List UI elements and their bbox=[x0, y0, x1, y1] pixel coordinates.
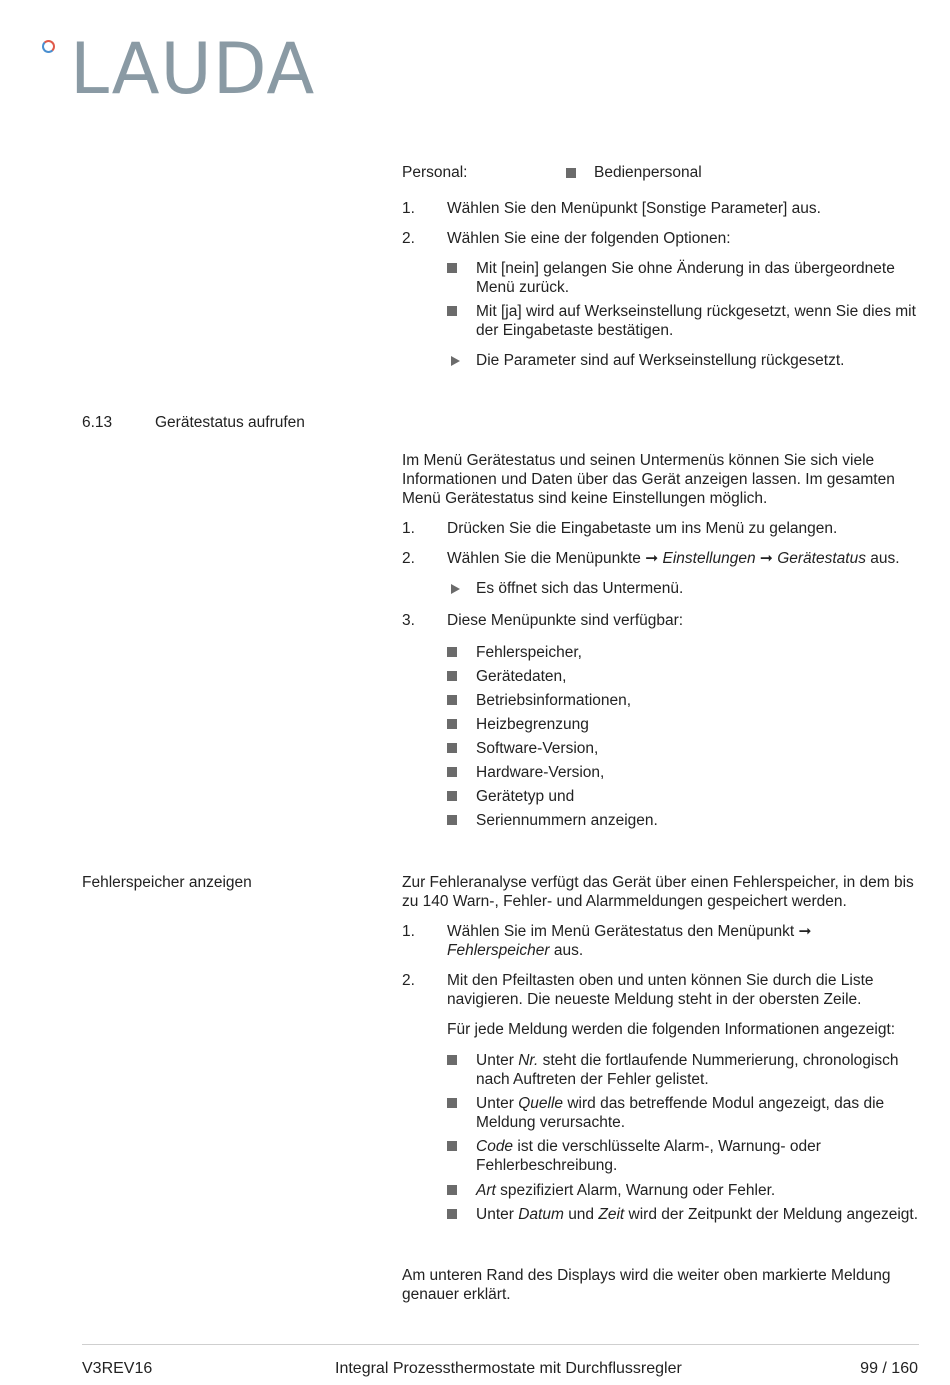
bullet-square-icon bbox=[566, 168, 576, 178]
info-pre: Unter bbox=[476, 1206, 514, 1223]
list-item: Heizbegrenzung bbox=[476, 716, 589, 733]
info-post: spezifiziert Alarm, Warnung oder Fehler. bbox=[500, 1182, 776, 1199]
footer-divider bbox=[82, 1344, 919, 1345]
info-item-code bbox=[476, 1137, 906, 1175]
bullet-square-icon bbox=[447, 1209, 457, 1219]
info-post: wird das betreffende Modul angezeigt, das die Meldung verursachte. bbox=[476, 1095, 885, 1131]
result-triangle-icon bbox=[451, 584, 460, 594]
step-number: 1. bbox=[402, 520, 415, 537]
step-text: Mit den Pfeiltasten oben und unten können Sie durch die Liste navigieren. Die neueste Meldung steht in der obersten Zeile. bbox=[447, 972, 874, 1008]
info-post: ist die verschlüsselte Alarm-, Warnung- oder Fehlerbeschreibung. bbox=[476, 1138, 821, 1174]
info-mid: und bbox=[568, 1206, 595, 1223]
bullet-square-icon bbox=[447, 1185, 457, 1195]
step-text: Wählen Sie eine der folgenden Optionen: bbox=[447, 230, 731, 247]
info-post: steht die fortlaufende Nummerierung, chronologisch nach Auftreten der Fehler gelistet. bbox=[476, 1052, 899, 1088]
step-post: aus. bbox=[870, 550, 900, 567]
step-text: Diese Menüpunkte sind verfügbar: bbox=[447, 612, 684, 629]
bullet-square-icon bbox=[447, 743, 457, 753]
fehler-intro: Zur Fehleranalyse verfügt das Gerät über einen Fehlerspeicher, in dem bis zu 140 Warn-, Fehler- und Alarmmeldungen gespeichert werden. bbox=[402, 874, 914, 910]
result-text: Die Parameter sind auf Werkseinstellung rückgesetzt. bbox=[476, 352, 845, 369]
info-item-datum bbox=[476, 1205, 920, 1224]
bullet-square-icon bbox=[447, 695, 457, 705]
info-item-quelle bbox=[476, 1094, 916, 1132]
bullet-square-icon bbox=[447, 815, 457, 825]
info-pre: Unter bbox=[476, 1095, 514, 1112]
step-pre: Wählen Sie im Menü Gerätestatus den Menüpunkt bbox=[447, 923, 795, 940]
step-number: 1. bbox=[402, 200, 415, 217]
info-term: Art bbox=[476, 1182, 496, 1199]
bullet-square-icon bbox=[447, 1098, 457, 1108]
step-post: aus. bbox=[553, 942, 584, 959]
personal-label: Personal: bbox=[402, 164, 468, 181]
info-intro: Für jede Meldung werden die folgenden Informationen angezeigt: bbox=[447, 1021, 896, 1038]
bullet-square-icon bbox=[447, 1055, 457, 1065]
menu-item-einstellungen: Einstellungen bbox=[662, 550, 756, 567]
bullet-square-icon bbox=[447, 647, 457, 657]
step-pre: Wählen Sie die Menüpunkte bbox=[447, 550, 641, 567]
step-number: 2. bbox=[402, 972, 415, 989]
footer-page-number: 99 / 160 bbox=[860, 1360, 918, 1377]
step-number: 2. bbox=[402, 230, 415, 247]
arrow-right-icon: ➞ bbox=[759, 550, 773, 567]
footer-title: Integral Prozessthermostate mit Durchflussregler bbox=[335, 1360, 682, 1377]
info-pre: Unter bbox=[476, 1052, 514, 1069]
step-text bbox=[447, 922, 909, 960]
lauda-logo bbox=[40, 28, 340, 110]
info-item-nr bbox=[476, 1051, 916, 1089]
section-number: 6.13 bbox=[82, 414, 113, 431]
info-post: wird der Zeitpunkt der Meldung angezeigt. bbox=[628, 1206, 919, 1223]
info-term: Zeit bbox=[598, 1206, 625, 1223]
bullet-square-icon bbox=[447, 791, 457, 801]
bullet-square-icon bbox=[447, 1141, 457, 1151]
section-title: Gerätestatus aufrufen bbox=[155, 414, 305, 431]
logo-text: LAUDA bbox=[70, 28, 316, 110]
step-text: Wählen Sie den Menüpunkt [Sonstige Parameter] aus. bbox=[447, 200, 821, 217]
step-text bbox=[447, 549, 917, 568]
info-term: Code bbox=[476, 1138, 514, 1155]
info-item-art bbox=[476, 1181, 920, 1200]
list-item: Gerätedaten, bbox=[476, 668, 567, 685]
bullet-square-icon bbox=[447, 767, 457, 777]
menu-item-geraetestatus: Gerätestatus bbox=[777, 550, 866, 567]
result-triangle-icon bbox=[451, 356, 460, 366]
bullet-square-icon bbox=[447, 671, 457, 681]
info-term: Nr. bbox=[518, 1052, 539, 1069]
bullet-square-icon bbox=[447, 306, 457, 316]
menu-item-fehlerspeicher: Fehlerspeicher bbox=[447, 942, 550, 959]
list-item: Hardware-Version, bbox=[476, 764, 605, 781]
personal-value: Bedienpersonal bbox=[594, 164, 702, 181]
list-item: Gerätetyp und bbox=[476, 788, 575, 805]
bullet-square-icon bbox=[447, 263, 457, 273]
list-item: Software-Version, bbox=[476, 740, 599, 757]
option-text: Mit [nein] gelangen Sie ohne Änderung in das übergeordnete Menü zurück. bbox=[476, 260, 895, 296]
footer-version: V3REV16 bbox=[82, 1360, 153, 1377]
info-term: Datum bbox=[518, 1206, 564, 1223]
closing-text: Am unteren Rand des Displays wird die weiter oben markierte Meldung genauer erklärt. bbox=[402, 1267, 891, 1303]
arrow-right-icon: ➞ bbox=[798, 923, 812, 940]
logo-ring-icon bbox=[42, 40, 55, 53]
option-text: Mit [ja] wird auf Werkseinstellung rückgesetzt, wenn Sie dies mit der Eingabetaste bestätigen. bbox=[476, 303, 916, 339]
list-item: Seriennummern anzeigen. bbox=[476, 812, 658, 829]
list-item: Fehlerspeicher, bbox=[476, 644, 582, 661]
subsection-title: Fehlerspeicher anzeigen bbox=[82, 874, 252, 891]
list-item: Betriebsinformationen, bbox=[476, 692, 632, 709]
result-text: Es öffnet sich das Untermenü. bbox=[476, 580, 684, 597]
step-text: Drücken Sie die Eingabetaste um ins Menü zu gelangen. bbox=[447, 520, 838, 537]
info-term: Quelle bbox=[518, 1095, 564, 1112]
step-number: 1. bbox=[402, 923, 415, 940]
step-number: 3. bbox=[402, 612, 415, 629]
bullet-square-icon bbox=[447, 719, 457, 729]
step-number: 2. bbox=[402, 550, 415, 567]
arrow-right-icon: ➞ bbox=[645, 550, 659, 567]
section-intro: Im Menü Gerätestatus und seinen Untermenüs können Sie sich viele Informationen und Daten über das Gerät anzeigen lassen. Im gesamten Menü Gerätestatus sind keine Einstellungen möglich. bbox=[402, 452, 895, 507]
